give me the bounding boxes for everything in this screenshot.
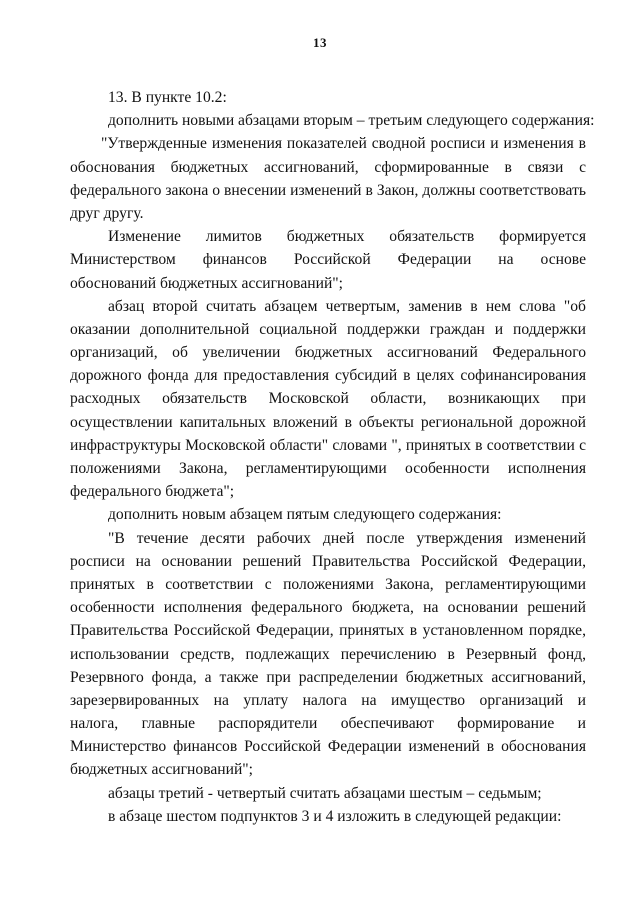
text-line: обоснования бюджетных ассигнований, сформированные в связи с [70, 158, 586, 176]
text-line: дополнить новыми абзацами вторым – третьим следующего содержания: [108, 112, 595, 130]
text-line: принятых в соответствии с положениями Закона, регламентирующими [70, 575, 586, 593]
text-line: 13. В пункте 10.2: [108, 89, 227, 106]
text-line: Изменение лимитов бюджетных обязательств формируется [108, 228, 586, 246]
text-line: "Утвержденные изменения показателей сводной росписи и изменения в [101, 135, 586, 153]
text-line: использовании средств, подлежащих перечислению в Резервный фонд, [70, 645, 586, 663]
text-line: друг другу. [70, 204, 144, 222]
text-line: абзацы третий - четвертый считать абзацами шестым – седьмым; [108, 784, 542, 802]
text-line: абзац второй считать абзацем четвертым, заменив в нем слова "об [108, 297, 586, 315]
text-line: положениями Закона, регламентирующими особенности исполнения [70, 460, 586, 477]
text-line: расходных обязательств Московской области, возникающих при [70, 390, 586, 408]
text-line: федерального закона о внесении изменений в Закон, должны соответствовать [70, 181, 586, 199]
text-line: федерального бюджета"; [70, 483, 235, 501]
page-number: 13 [313, 35, 327, 50]
text-line: обоснований бюджетных ассигнований"; [70, 274, 343, 292]
text-line: Правительства Российской Федерации, принятых в установленном порядке, [70, 622, 586, 640]
text-line: росписи на основании решений Правительства Российской Федерации, [70, 552, 586, 570]
text-line: осуществлении капитальных вложений в объекты региональной дорожной [70, 413, 586, 431]
text-line: зарезервированных на уплату налога на имущество организаций и [70, 691, 586, 709]
text-line: дополнить новым абзацем пятым следующего содержания: [108, 506, 502, 524]
text-line: Министерство финансов Российской Федерации изменений в обоснования [70, 738, 586, 756]
text-line: Резервного фонда, а также при распределении бюджетных ассигнований, [70, 668, 586, 686]
text-line: оказании дополнительной социальной поддержки граждан и поддержки [70, 320, 586, 338]
text-line: особенности исполнения федерального бюджета, на основании решений [70, 599, 586, 617]
text-line: налога, главные распорядители обеспечивают формирование и [70, 715, 586, 733]
text-line: "В течение десяти рабочих дней после утверждения изменений [108, 529, 586, 547]
text-line: дорожного фонда для предоставления субсидий в целях софинансирования [70, 367, 586, 385]
text-line: в абзаце шестом подпунктов 3 и 4 изложить в следующей редакции: [108, 807, 562, 825]
text-line: Министерством финансов Российской Федерации на основе [70, 251, 586, 269]
document-body [70, 86, 595, 828]
text-line: инфраструктуры Московской области" словами ", принятых в соответствии с [70, 436, 586, 454]
text-line: бюджетных ассигнований"; [70, 761, 254, 779]
text-line: организаций, об увеличении бюджетных ассигнований Федерального [70, 344, 586, 362]
